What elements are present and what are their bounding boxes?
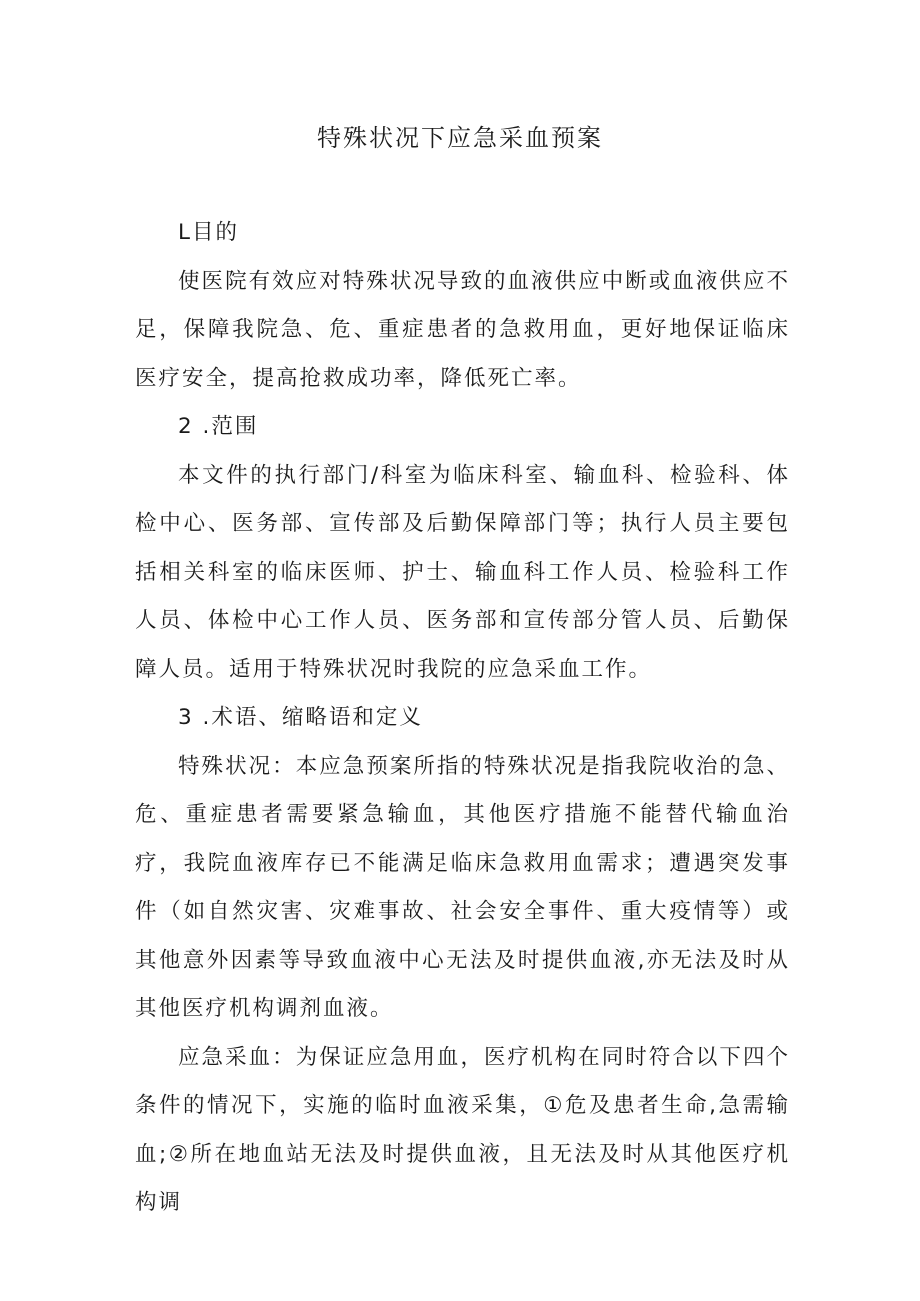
section-heading-terms: 3 .术语、缩略语和定义 [178,705,423,730]
document-body [135,209,790,1228]
document-title: 特殊状况下应急采血预案 [317,124,603,152]
paragraph-emergency-collection: 应急采血：为保证应急用血，医疗机构在同时符合以下四个条件的情况下，实施的临时血液采集，①危及患者生命,急需输血;②所在地血站无法及时提供血液，且无法及时从其他医疗机构调 [135,1044,790,1215]
section-heading-purpose: L目的 [178,220,239,245]
paragraph-purpose: 使医院有效应对特殊状况导致的血液供应中断或血液供应不足，保障我院急、危、重症患者的急救用血，更好地保证临床医疗安全，提高抢救成功率，降低死亡率。 [135,268,790,391]
paragraph-special-situation: 特殊状况：本应急预案所指的特殊状况是指我院收治的急、危、重症患者需要紧急输血，其他医疗措施不能替代输血治疗，我院血液库存已不能满足临床急救用血需求；遭遇突发事件（如自然灾害、灾难事故、社会安全事件、重大疫情等）或其他意外因素等导致血液中心无法及时提供血液,亦无法及时从其他医疗机构调剂血液。 [135,753,790,1021]
section-heading-scope: 2 .范围 [178,414,259,439]
paragraph-scope: 本文件的执行部门/科室为临床科室、输血科、检验科、体检中心、医务部、宣传部及后勤保障部门等；执行人员主要包括相关科室的临床医师、护士、输血科工作人员、检验科工作人员、体检中心工作人员、医务部和宣传部分管人员、后勤保障人员。适用于特殊状况时我院的应急采血工作。 [135,462,790,682]
